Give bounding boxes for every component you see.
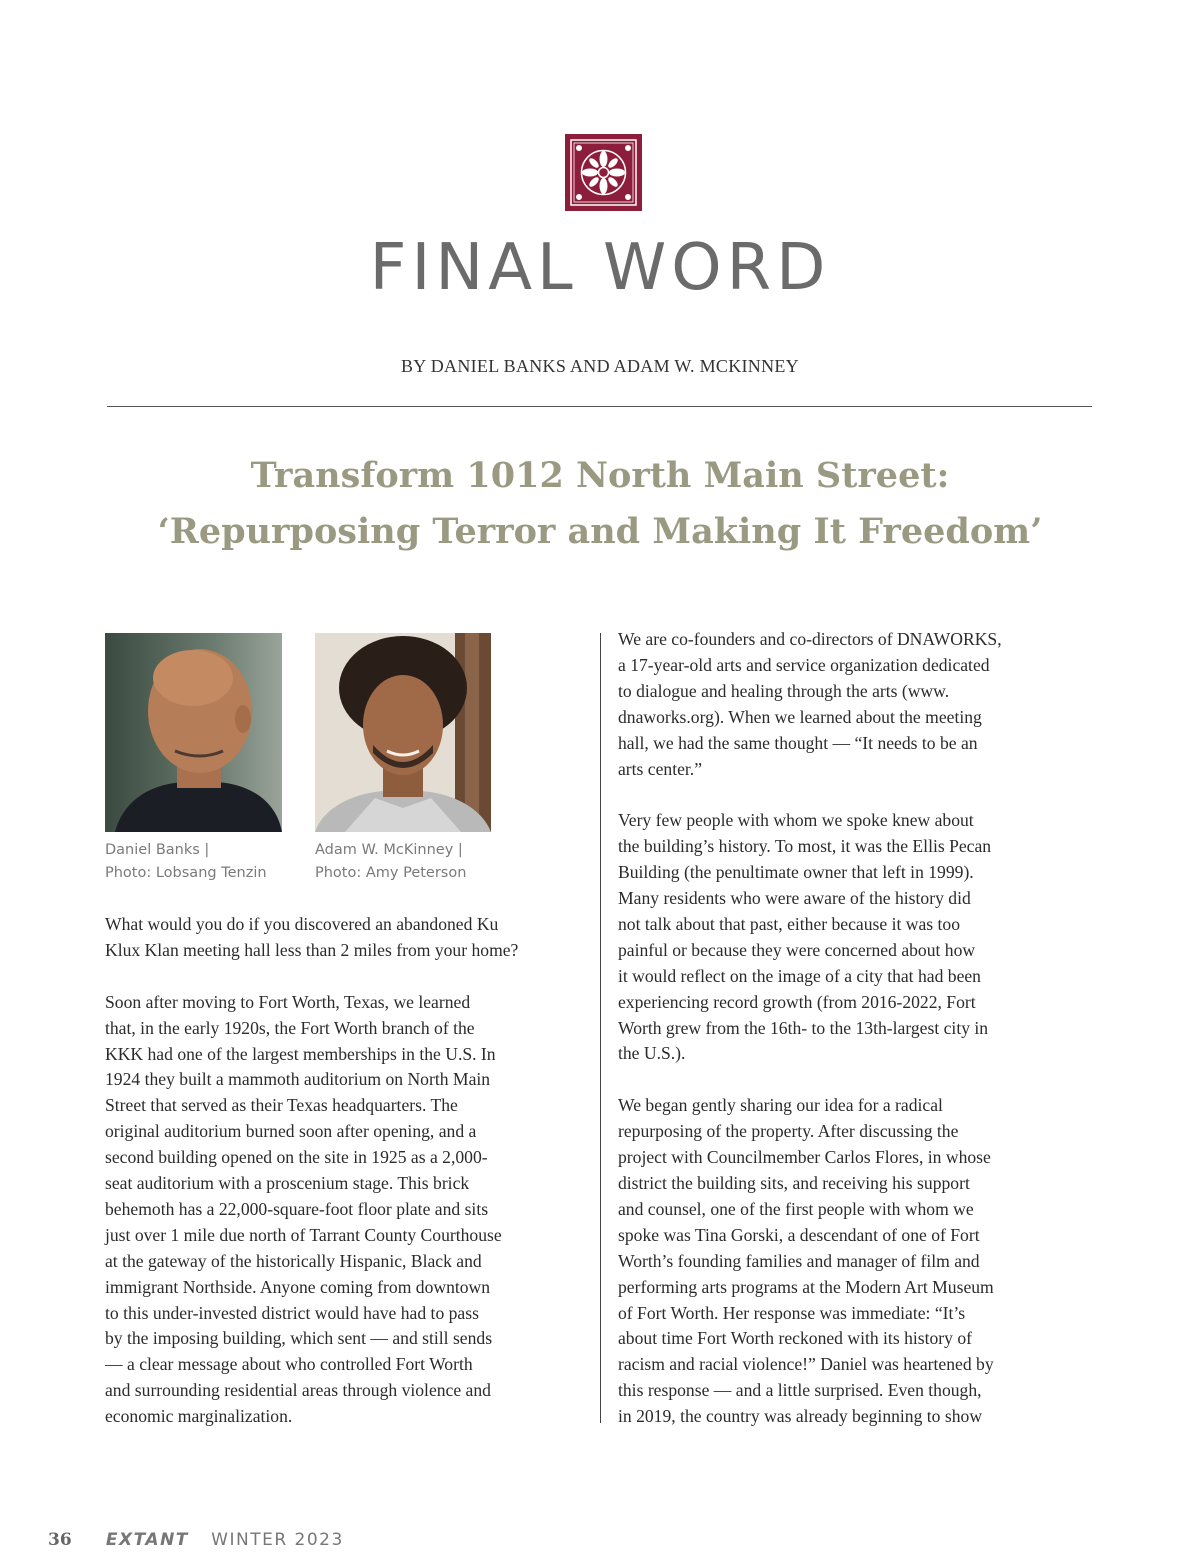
page-footer	[48, 1530, 344, 1558]
headline-line: ‘Repurposing Terror and Making It Freedom’	[157, 511, 1043, 552]
text-line: What would you do if you discovered an abandoned Ku	[105, 914, 499, 934]
text-line: Building (the penultimate owner that left in 1999).	[618, 862, 974, 883]
text-line: in 2019, the country was already beginning to show	[618, 1406, 983, 1427]
paragraph	[618, 808, 1098, 1067]
text-line: not talk about that past, either because it was too	[618, 913, 961, 934]
text-line: repurposing of the property. After discussing the	[618, 1121, 959, 1142]
text-line: 1924 they built a mammoth auditorium on North Main	[105, 1069, 491, 1090]
text-line: about time Fort Worth reckoned with its history of	[618, 1328, 972, 1349]
text-line: and counsel, one of the first people with whom we	[618, 1198, 974, 1219]
text-line: Worth grew from the 16th- to the 13th-largest city in	[618, 1017, 989, 1038]
text-line: to dialogue and healing through the arts (www.	[618, 680, 950, 701]
text-line: Klux Klan meeting hall less than 2 miles from your home?	[105, 939, 519, 960]
photo-caption	[315, 839, 466, 884]
caption-name: Adam W. McKinney |	[315, 842, 463, 858]
photo-daniel-banks	[105, 633, 282, 832]
column-divider	[600, 633, 601, 1423]
text-line: KKK had one of the largest memberships in the U.S. In	[105, 1043, 496, 1064]
right-column	[618, 627, 1098, 1456]
text-line: behemoth has a 22,000-square-foot floor plate and sits	[105, 1198, 489, 1219]
divider	[107, 406, 1092, 407]
page-number: 36	[48, 1530, 72, 1550]
text-line: Worth’s founding families and manager of film and	[618, 1250, 980, 1271]
text-line: of Fort Worth. Her response was immediate: “It’s	[618, 1302, 966, 1323]
photo-adam-mckinney	[315, 633, 491, 832]
text-line: dnaworks.org). When we learned about the meeting	[618, 706, 982, 727]
text-line: economic marginalization.	[105, 1406, 293, 1427]
text-line: the building’s history. To most, it was the Ellis Pecan	[618, 836, 992, 857]
ornament-tile-icon	[565, 134, 642, 211]
text-line: We are co-founders and co-directors of DNAWORKS,	[618, 629, 1002, 649]
text-line: Soon after moving to Fort Worth, Texas, we learned	[105, 991, 471, 1012]
text-line: racism and racial violence!” Daniel was heartened by	[618, 1354, 994, 1375]
paragraph	[618, 1093, 1098, 1430]
text-line: hall, we had the same thought — “It needs to be an	[618, 732, 978, 753]
photo-caption	[105, 839, 267, 884]
caption-credit: Photo: Amy Peterson	[315, 864, 467, 881]
text-line: performing arts programs at the Modern Art Museum	[618, 1276, 994, 1297]
text-line: seat auditorium with a proscenium stage. This brick	[105, 1173, 470, 1194]
text-line: by the imposing building, which sent — and still sends	[105, 1328, 493, 1349]
text-line: a 17-year-old arts and service organization dedicated	[618, 654, 990, 675]
paragraph	[105, 912, 595, 964]
section-title: FINAL WORD	[369, 231, 831, 305]
magazine-name: EXTANT	[105, 1530, 189, 1550]
text-line: arts center.”	[618, 758, 703, 779]
headline-line: Transform 1012 North Main Street:	[250, 455, 950, 496]
text-line: and surrounding residential areas through violence and	[105, 1380, 491, 1401]
left-column	[105, 912, 595, 1456]
text-line: the U.S.).	[618, 1043, 686, 1064]
article-headline	[60, 448, 1140, 560]
paragraph	[105, 990, 595, 1430]
text-line: it would reflect on the image of a city that had been	[618, 965, 981, 986]
issue-label: WINTER 2023	[211, 1530, 344, 1550]
text-line: painful or because they were concerned about how	[618, 939, 976, 960]
caption-name: Daniel Banks |	[105, 842, 210, 858]
paragraph	[618, 627, 1098, 782]
text-line: Street that served as their Texas headquarters. The	[105, 1095, 458, 1116]
text-line: second building opened on the site in 1925 as a 2,000-	[105, 1147, 488, 1168]
byline: BY DANIEL BANKS AND ADAM W. MCKINNEY	[401, 356, 799, 376]
text-line: that, in the early 1920s, the Fort Worth branch of the	[105, 1017, 475, 1038]
text-line: Many residents who were aware of the history did	[618, 888, 971, 909]
text-line: — a clear message about who controlled Fort Worth	[105, 1354, 473, 1375]
text-line: Very few people with whom we spoke knew about	[618, 810, 974, 831]
caption-credit: Photo: Lobsang Tenzin	[105, 864, 267, 881]
text-line: spoke was Tina Gorski, a descendant of one of Fort	[618, 1224, 980, 1245]
text-line: this response — and a little surprised. Even though,	[618, 1380, 982, 1401]
text-line: at the gateway of the historically Hispanic, Black and	[105, 1250, 482, 1271]
text-line: just over 1 mile due north of Tarrant County Courthouse	[105, 1224, 502, 1245]
text-line: immigrant Northside. Anyone coming from downtown	[105, 1276, 491, 1297]
text-line: project with Councilmember Carlos Flores, in whose	[618, 1147, 991, 1168]
text-line: original auditorium burned soon after opening, and a	[105, 1121, 477, 1142]
text-line: to this under-invested district would have had to pass	[105, 1302, 479, 1323]
text-line: experiencing record growth (from 2016-2022, Fort	[618, 991, 976, 1012]
text-line: We began gently sharing our idea for a radical	[618, 1095, 943, 1116]
text-line: district the building sits, and receiving his support	[618, 1173, 970, 1193]
